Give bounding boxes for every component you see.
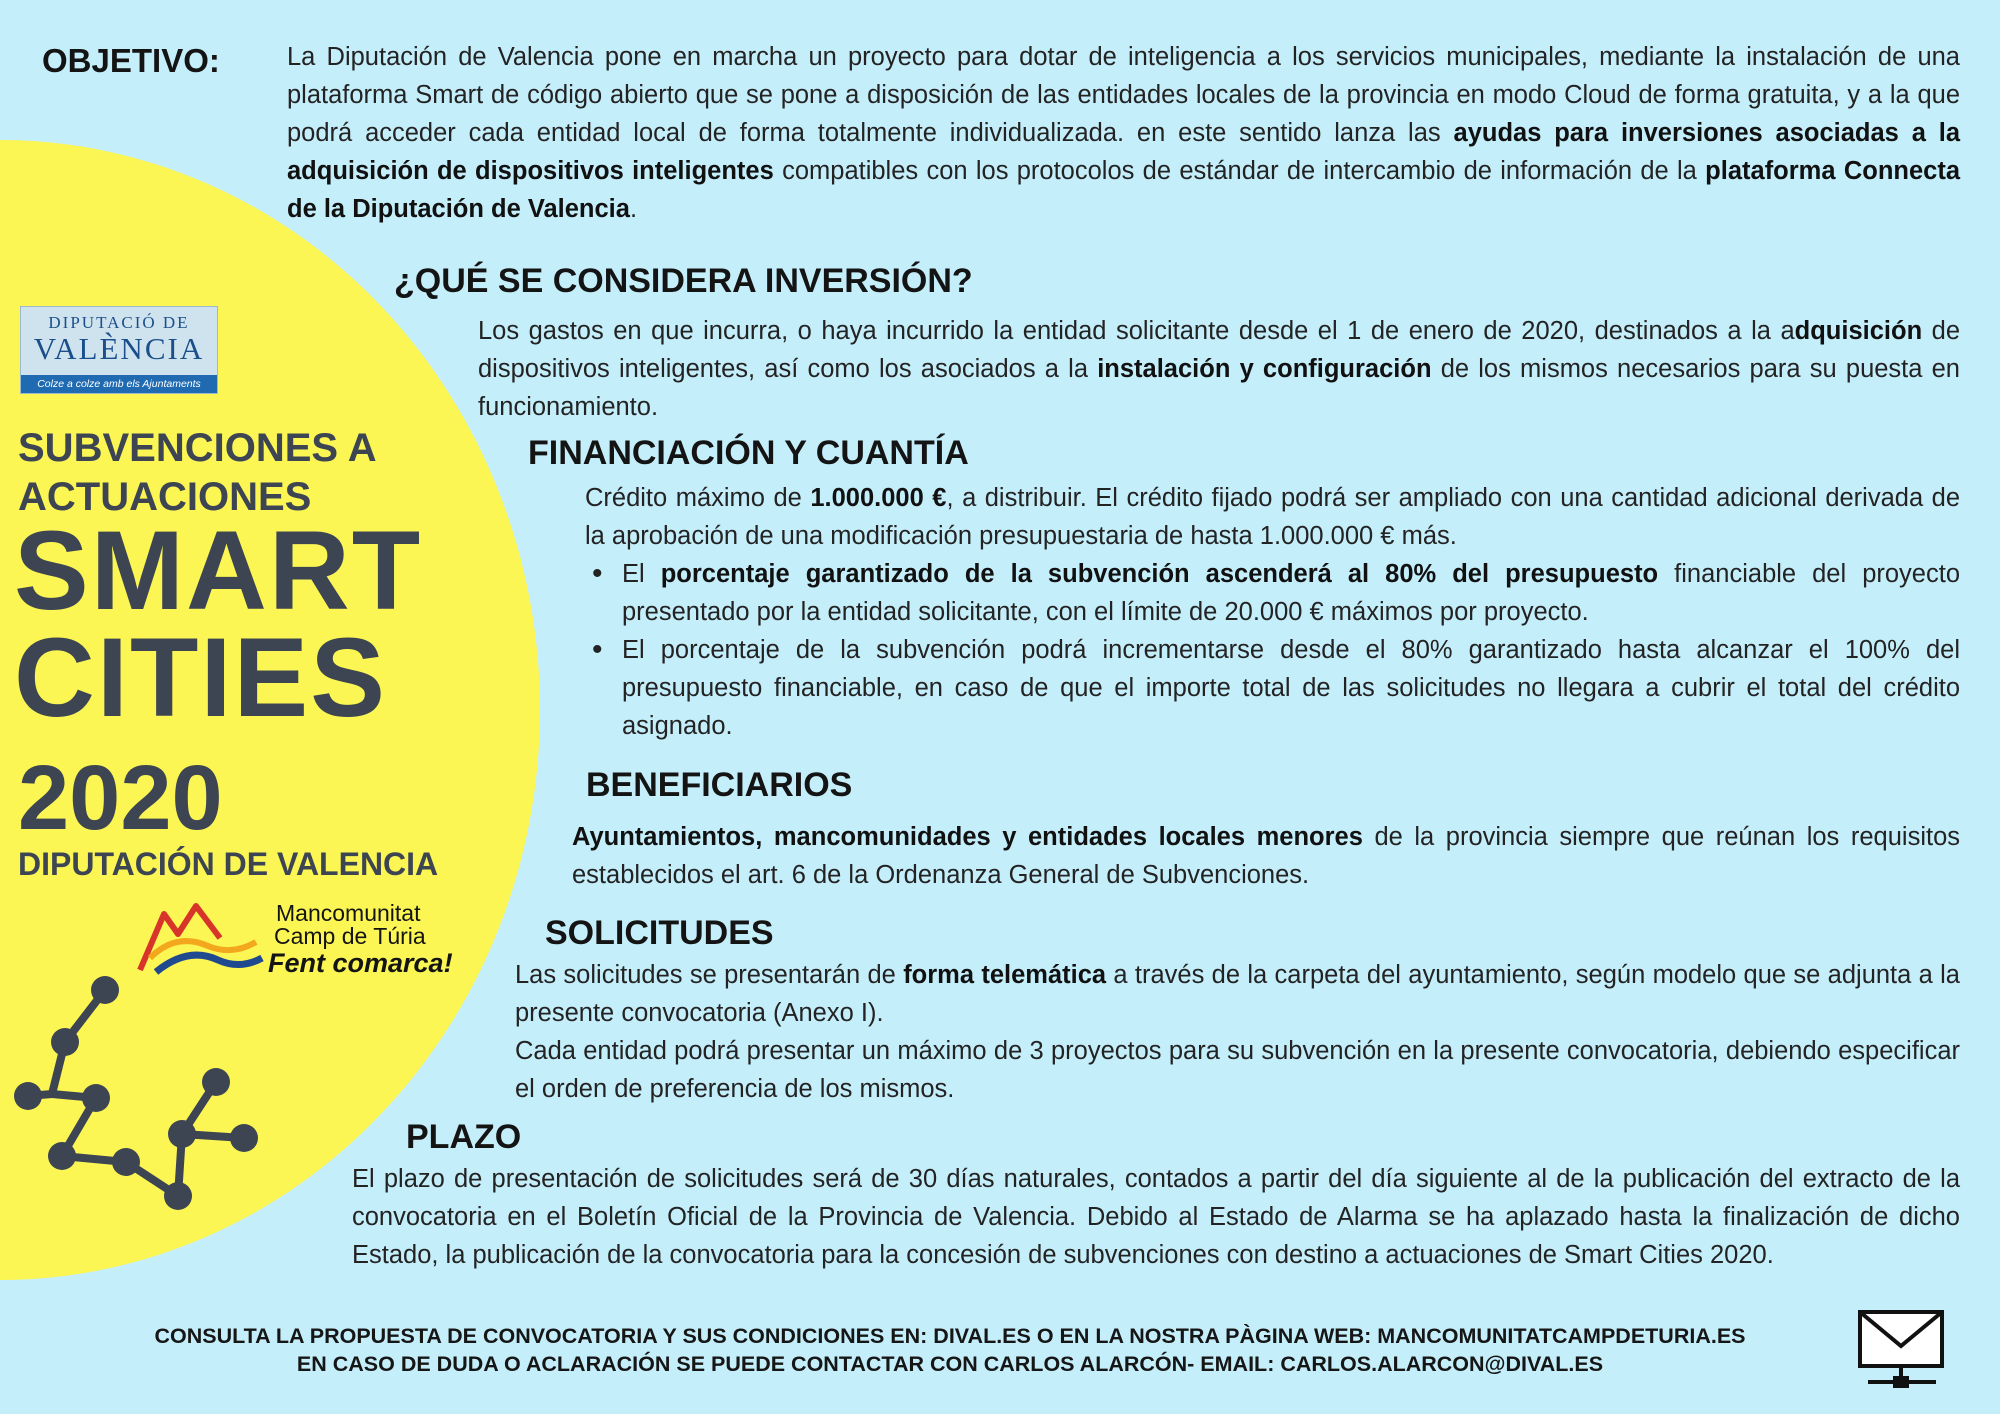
sidebar-subtitle-2: ACTUACIONES	[18, 475, 312, 519]
sidebar-year: 2020	[18, 747, 223, 849]
sidebar-diputacion: DIPUTACIÓN DE VALENCIA	[18, 846, 439, 882]
diputacio-logo: DIPUTACIÓ DE VALÈNCIA Colze a colze amb els Ajuntaments	[20, 306, 218, 394]
list-item: • El porcentaje de la subvención podrá incrementarse desde el 80% garantizado hasta alcanzar el 100% del presupuesto financiable, en caso de que el importe total de las solicitudes no llegara a cubrir el total del crédito asignado.	[586, 631, 1960, 745]
solicitudes-text: Las solicitudes se presentarán de forma telemática a través de la carpeta del ayuntamiento, según modelo que se adjunta a la presente convocatoria (Anexo I).	[515, 961, 1960, 1027]
footer-line-1: CONSULTA LA PROPUESTA DE CONVOCATORIA Y SUS CONDICIONES EN: DIVAL.ES O EN LA NOSTRA PÀGINA WEB: MANCOMUNITATCAMPDETURIA.ES	[154, 1324, 1746, 1348]
sidebar-title-smart: SMART	[14, 508, 423, 633]
plazo-text: El plazo de presentación de solicitudes será de 30 días naturales, contados a partir del día siguiente al de la publicación del extracto de la convocatoria en el Boletín Oficial de la Provincia de Valencia. Debido al Estado de Alarma se ha aplazado hasta la finalización de dicho Estado, la publicación de la convocatoria para la concesión de subvenciones con destino a actuaciones de Smart Cities 2020.	[352, 1165, 1960, 1269]
financiacion-title: FINANCIACIÓN Y CUANTÍA	[528, 434, 969, 472]
list-item: • El porcentaje garantizado de la subvención ascenderá al 80% del presupuesto financiable del proyecto presentado por la entidad solicitante, con el límite de 20.000 € máximos por proyecto.	[586, 555, 1960, 631]
sidebar-title-cities: CITIES	[14, 615, 387, 740]
inversion-text: Los gastos en que incurra, o haya incurrido la entidad solicitante desde el 1 de enero de 2020, destinados a la adquisición de dispositivos inteligentes, así como los asociados a la instalación y configuración de los mismos necesarios para su puesta en funcionamiento.	[478, 317, 1961, 421]
plazo-title: PLAZO	[406, 1118, 522, 1156]
inversion-title: ¿QUÉ SE CONSIDERA INVERSIÓN?	[394, 262, 973, 300]
beneficiarios-text: Ayuntamientos, mancomunidades y entidades locales menores de la provincia siempre que reúnan los requisitos establecidos el art. 6 de la Ordenanza General de Subvenciones.	[572, 823, 1960, 889]
mail-icon	[1856, 1308, 1948, 1392]
objetivo-label: OBJETIVO:	[42, 42, 220, 79]
footer-line-2: EN CASO DE DUDA O ACLARACIÓN SE PUEDE CONTACTAR CON CARLOS ALARCÓN- EMAIL: CARLOS.ALARCON@DIVAL.ES	[296, 1352, 1604, 1376]
mancomunitat-logo: Mancomunitat Camp de Túria Fent comarca!	[136, 896, 456, 986]
beneficiarios-title: BENEFICIARIOS	[586, 766, 853, 804]
solicitudes-text-2: Cada entidad podrá presentar un máximo de 3 proyectos para su subvención en la presente convocatoria, debiendo especificar el orden de preferencia de los mismos.	[515, 1037, 1960, 1103]
objetivo-text: La Diputación de Valencia pone en marcha un proyecto para dotar de inteligencia a los servicios municipales, mediante la instalación de una plataforma Smart de código abierto que se pone a disposición de las entidades locales de la provincia en modo Cloud de forma gratuita, y a la que podrá acceder cada entidad local de forma totalmente individualizada. en este sentido lanza las ayudas para inversiones asociadas a la adquisición de dispositivos inteligentes compatibles con los protocolos de estándar de intercambio de información de la plataforma Connecta de la Diputación de Valencia.	[287, 43, 1961, 223]
solicitudes-title: SOLICITUDES	[545, 914, 774, 952]
financiacion-list	[586, 555, 1960, 745]
network-decoration-icon	[0, 960, 280, 1220]
sidebar-subtitle-1: SUBVENCIONES A	[18, 426, 377, 470]
financiacion-text: Crédito máximo de 1.000.000 €, a distribuir. El crédito fijado podrá ser ampliado con una cantidad adicional derivada de la aprobación de una modificación presupuestaria de hasta 1.000.000 € más.	[585, 484, 1960, 550]
